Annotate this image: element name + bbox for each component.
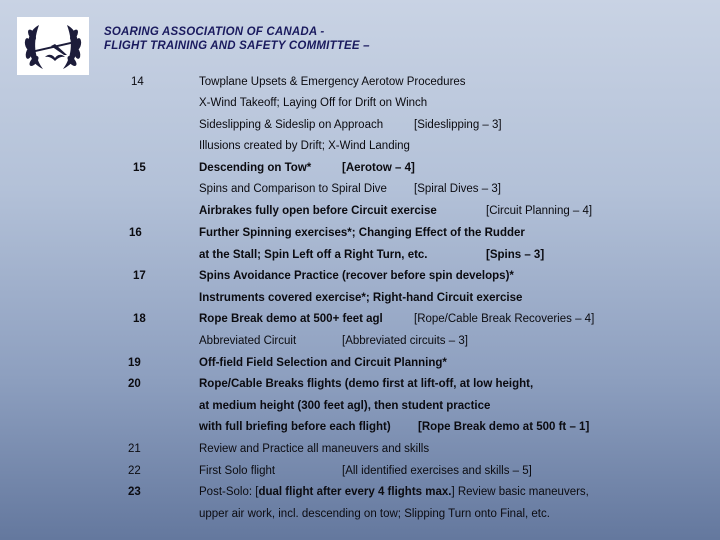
lesson-text: Towplane Upsets & Emergency Aerotow Procedures [199,76,466,88]
reference-text: [Spins – 3] [486,249,545,261]
lesson-text: with full briefing before each flight) [199,421,391,433]
eagle-laurel-wreath-icon [17,17,89,75]
lesson-text: Spins Avoidance Practice (recover before spin develops)* [199,270,514,282]
lesson-text-suffix: ] Review basic maneuvers, [451,486,589,498]
lesson-number: 19 [128,357,141,369]
header-title-line-2: FLIGHT TRAINING AND SAFETY COMMITTEE – [104,40,370,52]
list-item [0,249,720,269]
lesson-number: 22 [128,465,141,477]
lesson-number: 20 [128,378,141,390]
list-item [0,292,720,312]
lesson-text [199,486,589,498]
reference-text: [Aerotow – 4] [342,162,415,174]
lesson-text: Further Spinning exercises*; Changing Effect of the Rudder [199,227,525,239]
lesson-number: 16 [129,227,142,239]
lesson-text: upper air work, incl. descending on tow; Slipping Turn onto Final, etc. [199,508,550,520]
lesson-text-emphasis: dual flight after every 4 flights max. [258,486,452,498]
lesson-text: Off-field Field Selection and Circuit Planning* [199,357,447,369]
list-item [0,508,720,528]
list-item [0,162,720,182]
list-item [0,205,720,225]
lesson-text: Rope Break demo at 500+ feet agl [199,313,383,325]
logo [17,17,89,75]
list-item [0,443,720,463]
list-item [0,270,720,290]
reference-text: [All identified exercises and skills – 5] [342,465,532,477]
list-item [0,313,720,333]
list-item [0,140,720,160]
lesson-text: Descending on Tow* [199,162,312,174]
lesson-number: 23 [128,486,141,498]
lesson-text: Rope/Cable Breaks flights (demo first at lift-off, at low height, [199,378,534,390]
header [104,25,370,53]
lesson-text: at medium height (300 feet agl), then student practice [199,400,491,412]
list-item [0,76,720,96]
lesson-text: Spins and Comparison to Spiral Dive [199,183,387,195]
lesson-text: Illusions created by Drift; X-Wind Landing [199,140,410,152]
lesson-number: 14 [131,76,144,88]
reference-text: [Abbreviated circuits – 3] [342,335,468,347]
lesson-text: First Solo flight [199,465,276,477]
list-item [0,465,720,485]
lesson-text-prefix: Post-Solo: [ [199,486,259,498]
list-item [0,97,720,117]
list-item [0,335,720,355]
list-item [0,357,720,377]
list-item [0,183,720,203]
reference-text: [Circuit Planning – 4] [486,205,593,217]
lesson-number: 18 [133,313,146,325]
lesson-text: Sideslipping & Sideslip on Approach [199,119,384,131]
lesson-text: at the Stall; Spin Left off a Right Turn, etc. [199,249,428,261]
lesson-number: 17 [133,270,146,282]
lesson-text: Review and Practice all maneuvers and skills [199,443,430,455]
list-item [0,486,720,506]
list-item [0,400,720,420]
list-item [0,421,720,441]
reference-text: [Spiral Dives – 3] [414,183,501,195]
lesson-text: Abbreviated Circuit [199,335,297,347]
reference-text: [Sideslipping – 3] [414,119,502,131]
lesson-number: 15 [133,162,146,174]
lesson-text: Instruments covered exercise*; Right-hand Circuit exercise [199,292,523,304]
reference-text: [Rope Break demo at 500 ft – 1] [418,421,590,433]
list-item [0,119,720,139]
lesson-text: X-Wind Takeoff; Laying Off for Drift on Winch [199,97,428,109]
list-item [0,378,720,398]
lesson-text: Airbrakes fully open before Circuit exercise [199,205,437,217]
header-title-line-1: SOARING ASSOCIATION OF CANADA - [104,26,325,38]
lesson-number: 21 [128,443,141,455]
reference-text: [Rope/Cable Break Recoveries – 4] [414,313,595,325]
list-item [0,227,720,247]
